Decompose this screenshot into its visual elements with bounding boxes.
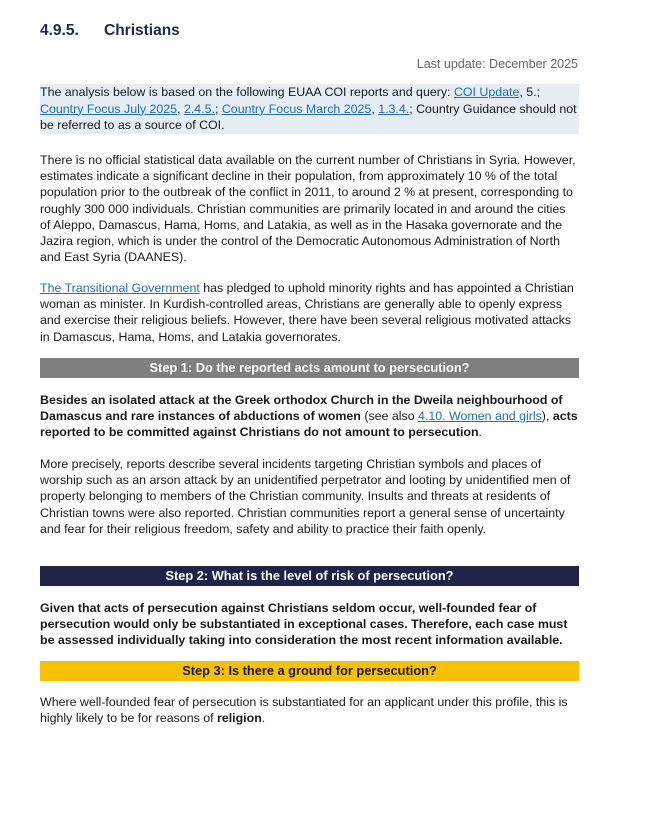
step3-header: Step 3: Is there a ground for persecution? [40, 661, 579, 681]
section-title: Christians [104, 22, 180, 39]
step3-bold-text: religion [217, 711, 262, 726]
sources-text: ; Country Guidance should not be referred to as a source of COI. [40, 101, 577, 132]
section-134-link[interactable]: 1.3.4. [378, 101, 410, 116]
last-update: Last update: December 2025 [416, 57, 578, 71]
section-heading [40, 22, 180, 40]
step1-bold-text: acts reported to be committed against Christians do not amount to persecution [40, 409, 578, 440]
section-number: 4.9.5. [40, 22, 79, 39]
transitional-government-link[interactable]: The Transitional Government [40, 281, 200, 295]
step3-conclusion [40, 694, 579, 726]
country-focus-march-link[interactable]: Country Focus March 2025 [221, 101, 372, 116]
step2-conclusion: Given that acts of persecution against Christians seldom occur, well-founded fear of persecution would only be substantiated in exceptional cases. Therefore, each case must be assessed individually taking into consideration the most recent information available. [40, 601, 568, 648]
section-245-link[interactable]: 2.4.5. [183, 101, 215, 116]
sources-text: ; [214, 101, 222, 116]
step1-bold-text: Besides an isolated attack at the Greek orthodox Church in the Dweila neighbourhood of Damascus and rare instances of abductions of women [40, 393, 563, 424]
sources-text: , [371, 101, 379, 116]
sources-intro: The analysis below is based on the following EUAA COI reports and query: [40, 85, 454, 99]
sources-text: , [177, 101, 184, 116]
step1-conclusion [40, 392, 579, 441]
paragraph-government-text: has pledged to uphold minority rights and has appointed a Christian woman as minister. In Kurdish-controlled areas, Christians are generally able to openly express and exercise their religious beliefs. However, there have been several religious motivated attacks in Damascus, Hama, Homs, and Latakia governorates. [40, 281, 574, 344]
sources-text: , 5.; [519, 85, 541, 99]
step1-text: ), [541, 409, 553, 424]
paragraph-government [40, 280, 579, 345]
coi-update-link[interactable]: COI Update [453, 85, 520, 99]
step3-text: Where well-founded fear of persecution is substantiated for an applicant under this profile, this is highly likely to be for reasons of [40, 695, 568, 726]
step2-header: Step 2: What is the level of risk of persecution? [40, 566, 579, 586]
paragraph-population: There is no official statistical data available on the current number of Christians in Syria. However, estimates indicate a significant decline in their population, from approximately 10 % of the total population prior to the outbreak of the conflict in 2011, to around 2 % at present, corresponding to roughly 300 000 individuals. Christian communities are primarily located in and around the cities of Aleppo, Damascus, Hama, Homs, and Latakia, as well as in the Hasaka governorate and the Jazira region, which is under the control of the Democratic Autonomous Administration of North and East Syria (DAANES). [40, 153, 576, 265]
sources-box [40, 84, 579, 134]
women-and-girls-link[interactable]: 4.10. Women and girls [418, 409, 542, 424]
step1-text: . [478, 425, 482, 440]
country-focus-july-link[interactable]: Country Focus July 2025 [40, 101, 178, 116]
step1-text: (see also [360, 409, 419, 424]
step3-text: . [261, 711, 266, 726]
step1-details: More precisely, reports describe several incidents targeting Christian symbols and places of worship such as an arson attack by an unidentified perpetrator and looting by unidentified men of property belonging to members of the Christian community. Insults and threats at residents of Christian towns were also reported. Christian communities report a general sense of uncertainty and fear for their religious freedom, safety and ability to practice their faith openly. [40, 457, 571, 536]
step1-header: Step 1: Do the reported acts amount to persecution? [40, 358, 579, 378]
